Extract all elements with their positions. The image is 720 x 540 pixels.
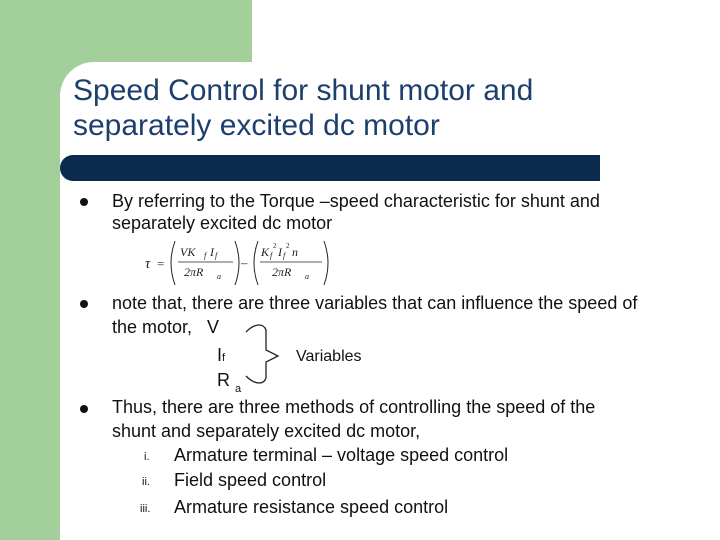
bullet-2-line-2: the motor, V xyxy=(112,317,220,337)
svg-text:I: I xyxy=(210,245,214,259)
variable-ra-main: R xyxy=(217,370,230,390)
svg-text:2: 2 xyxy=(286,242,290,250)
variable-if-main: I xyxy=(217,345,223,365)
svg-text:a: a xyxy=(305,272,309,281)
variables-label: Variables xyxy=(296,348,362,365)
svg-text:a: a xyxy=(217,272,221,281)
title-line-1: Speed Control for shunt motor and xyxy=(73,74,534,107)
variable-ra-sub: a xyxy=(235,383,242,395)
bullet-dot xyxy=(80,198,88,206)
method-number: i. xyxy=(144,451,150,463)
method-number: iii. xyxy=(140,503,151,515)
svg-text:f: f xyxy=(270,251,273,260)
bullet-3-line-1: Thus, there are three methods of controlling the speed of the xyxy=(112,397,596,417)
method-number: ii. xyxy=(142,476,150,488)
bullet-1-line-1: By referring to the Torque –speed characteristic for shunt and xyxy=(112,191,600,211)
formula-tau: τ xyxy=(145,256,151,272)
svg-text:f: f xyxy=(204,251,207,260)
bullet-3-line-2: shunt and separately excited dc motor, xyxy=(112,421,421,441)
method-item: Armature terminal – voltage speed control xyxy=(174,445,509,465)
formula-term2-den: 2πR xyxy=(272,265,292,279)
bullet-2-line-1: note that, there are three variables that can influence the speed of xyxy=(112,293,638,313)
method-item: Armature resistance speed control xyxy=(174,497,449,517)
slide-title xyxy=(73,73,673,143)
svg-text:n: n xyxy=(292,245,298,259)
title-underline-bar xyxy=(60,155,600,181)
svg-text:2: 2 xyxy=(273,242,277,250)
torque-speed-formula xyxy=(140,236,335,290)
variables-bracket xyxy=(240,318,290,390)
variable-if xyxy=(217,344,225,369)
bullet-dot xyxy=(80,405,88,413)
svg-text:f: f xyxy=(283,251,286,260)
bullet-1-line-2: separately excited dc motor xyxy=(112,213,333,233)
formula-term1-den: 2πR xyxy=(184,265,204,279)
svg-text:f: f xyxy=(215,251,218,260)
method-item: Field speed control xyxy=(174,470,327,490)
variable-if-sub: f xyxy=(222,352,226,364)
variable-ra xyxy=(217,369,241,394)
bullet-dot xyxy=(80,300,88,308)
formula-minus: – xyxy=(241,255,248,270)
formula-equals: = xyxy=(157,256,165,271)
formula-term1-num: VK xyxy=(180,245,196,259)
title-line-2: separately excited dc motor xyxy=(73,109,440,142)
svg-text:I: I xyxy=(278,245,282,259)
formula-term2-num: K xyxy=(261,245,270,259)
